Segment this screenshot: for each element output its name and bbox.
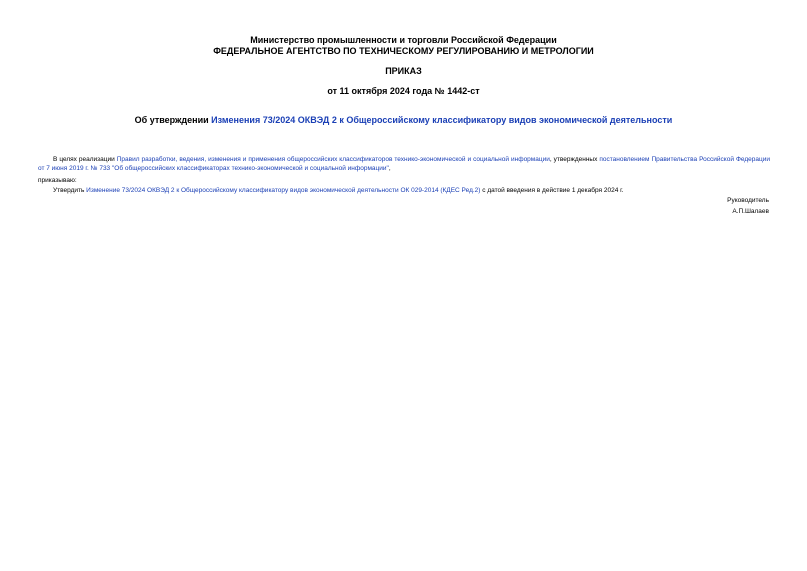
document-heading bbox=[0, 115, 807, 126]
paragraph-purpose bbox=[38, 155, 770, 173]
paragraph-approve bbox=[38, 186, 770, 195]
signature-name: А.П.Шалаев bbox=[732, 208, 769, 215]
order-title: ПРИКАЗ bbox=[385, 66, 422, 76]
paragraph-order-word: приказываю: bbox=[38, 177, 77, 184]
link-amendment[interactable]: Изменение 73/2024 ОКВЭД 2 к Общероссийскому классификатору видов экономической деятельности bbox=[86, 187, 399, 194]
link-rules[interactable]: Правил разработки, ведения, изменения и применения общероссийских классификаторов технико-экономической и социальной информации bbox=[116, 156, 550, 163]
paragraph-approve-suffix: с датой введения в действие 1 декабря 2024 г. bbox=[480, 187, 624, 194]
paragraph-purpose-middle: , утвержденных bbox=[549, 156, 600, 163]
link-classifier-code[interactable]: ОК 029-2014 (КДЕС Ред.2) bbox=[400, 187, 481, 194]
paragraph-approve-prefix: Утвердить bbox=[53, 187, 87, 194]
heading-prefix: Об утверждении bbox=[134, 115, 212, 125]
order-date: от 11 октября 2024 года № 1442-ст bbox=[327, 86, 480, 96]
ministry-name: Министерство промышленности и торговли Российской Федерации bbox=[250, 35, 557, 45]
signature-role: Руководитель bbox=[727, 197, 769, 204]
link-government-decree[interactable]: постановлением Правительства Российской Федерации от 7 июня 2019 г. № 733 "Об общероссийских классификаторах технико-экономической и социальной информации" bbox=[38, 156, 770, 172]
paragraph-purpose-prefix: В целях реализации bbox=[53, 156, 117, 163]
heading-link-amendment[interactable]: Изменения 73/2024 ОКВЭД 2 к Общероссийскому классификатору видов экономической деятельности bbox=[211, 115, 673, 125]
agency-name: ФЕДЕРАЛЬНОЕ АГЕНТСТВО ПО ТЕХНИЧЕСКОМУ РЕГУЛИРОВАНИЮ И МЕТРОЛОГИИ bbox=[213, 46, 594, 56]
paragraph-purpose-suffix: , bbox=[388, 165, 391, 172]
